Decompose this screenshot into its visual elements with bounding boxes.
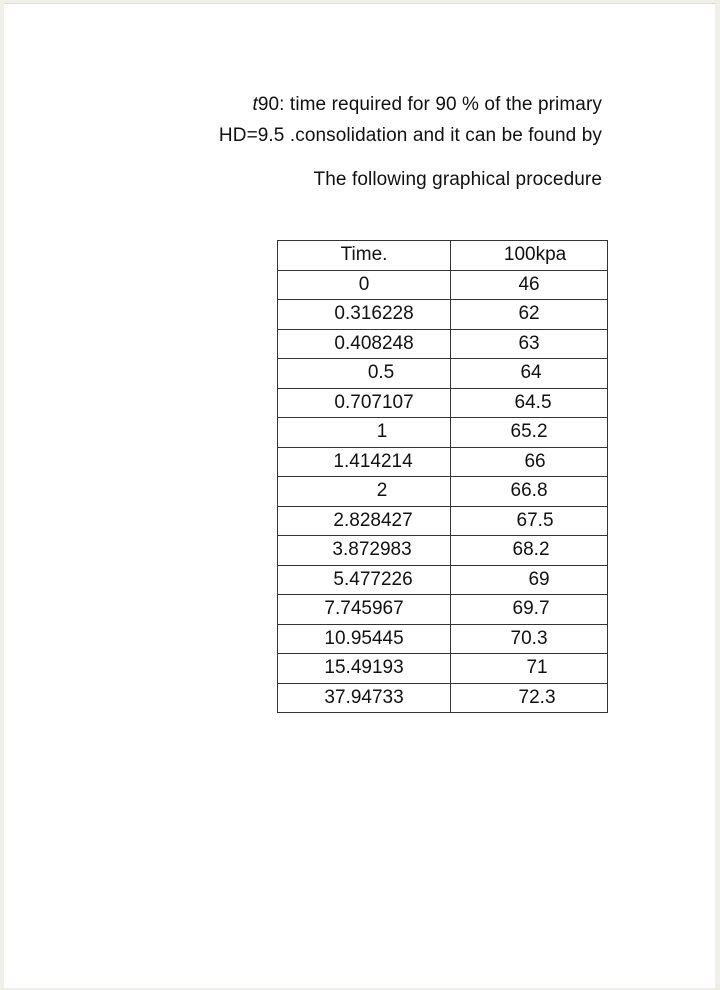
time-cell: 1 — [278, 418, 451, 448]
table-row — [278, 565, 608, 595]
pressure-cell: 68.2 — [451, 536, 608, 566]
pressure-cell: 63 — [451, 329, 608, 359]
pressure-cell: 72.3 — [451, 683, 608, 713]
table-row — [278, 447, 608, 477]
t-variable: t — [252, 94, 258, 115]
time-cell: 0.316228 — [278, 300, 451, 330]
pressure-cell: 69.7 — [451, 595, 608, 625]
graphical-procedure-line: The following graphical procedure — [313, 169, 602, 190]
pressure-cell: 70.3 — [451, 624, 608, 654]
table-row — [278, 624, 608, 654]
pressure-cell: 67.5 — [451, 506, 608, 536]
time-settlement-table — [277, 240, 608, 713]
table-row — [278, 595, 608, 625]
t90-definition-line — [252, 94, 602, 116]
time-cell: 1.414214 — [278, 447, 451, 477]
pressure-cell: 66.8 — [451, 477, 608, 507]
table-body — [278, 241, 608, 713]
time-cell: 3.872983 — [278, 536, 451, 566]
pressure-cell: 64.5 — [451, 388, 608, 418]
t90-definition-text: 90: time required for 90 % of the primary — [257, 94, 602, 115]
hd-consolidation-line: HD=9.5 .consolidation and it can be found by — [218, 125, 602, 146]
table-row — [278, 506, 608, 536]
pressure-cell: 46 — [451, 270, 608, 300]
table-row — [278, 683, 608, 713]
time-cell: 10.95445 — [278, 624, 451, 654]
time-cell: 0.408248 — [278, 329, 451, 359]
table-header-row — [278, 241, 608, 271]
time-cell: 2 — [278, 477, 451, 507]
table-row — [278, 300, 608, 330]
table-row — [278, 359, 608, 389]
time-cell: 7.745967 — [278, 595, 451, 625]
table-row — [278, 270, 608, 300]
pressure-header: 100kpa — [451, 241, 608, 271]
time-cell: 15.49193 — [278, 654, 451, 684]
time-cell: 37.94733 — [278, 683, 451, 713]
table-row — [278, 329, 608, 359]
time-cell: 5.477226 — [278, 565, 451, 595]
time-cell: 0.5 — [278, 359, 451, 389]
pressure-cell: 64 — [451, 359, 608, 389]
time-cell: 0.707107 — [278, 388, 451, 418]
table-row — [278, 418, 608, 448]
pressure-cell: 62 — [451, 300, 608, 330]
table-row — [278, 654, 608, 684]
pressure-cell: 69 — [451, 565, 608, 595]
pressure-cell: 71 — [451, 654, 608, 684]
time-cell: 2.828427 — [278, 506, 451, 536]
time-cell: 0 — [278, 270, 451, 300]
table-row — [278, 536, 608, 566]
time-header: Time. — [278, 241, 451, 271]
table-row — [278, 477, 608, 507]
pressure-cell: 65.2 — [451, 418, 608, 448]
pressure-cell: 66 — [451, 447, 608, 477]
table-row — [278, 388, 608, 418]
